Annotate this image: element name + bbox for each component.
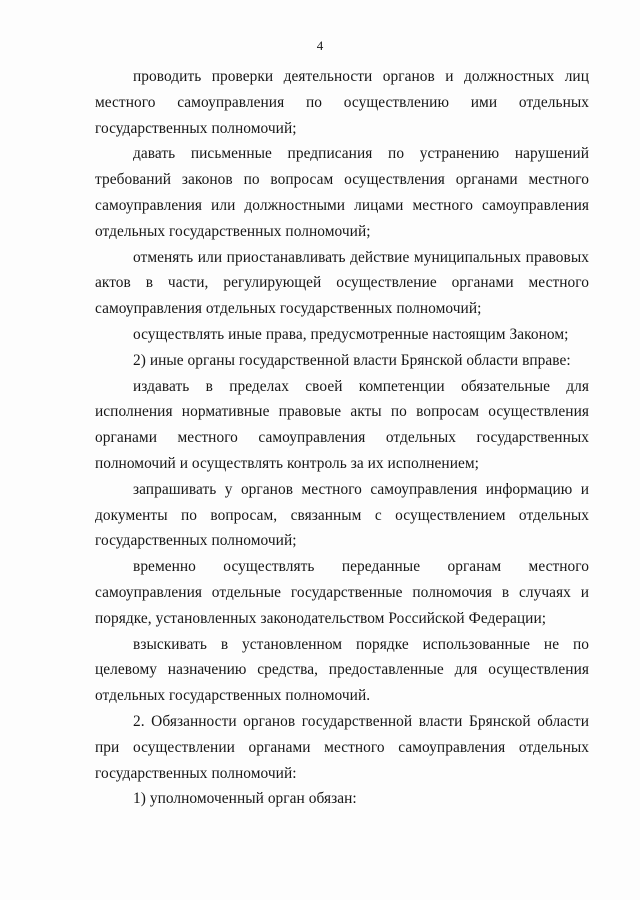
paragraph-conduct-inspections: проводить проверки деятельности органов и должностных лиц местного самоуправления по осуществлению ими отдельных государственных полномочий; [95,68,589,137]
paragraph-request-information: запрашивать у органов местного самоуправления информацию и документы по вопросам, связанным с осуществлением отдельных государственных полномочий; [95,480,589,550]
paragraph-cancel-acts: отменять или приостанавливать действие муниципальных правовых актов в части, регулирующей осуществление органами местного самоуправления отдельных государственных полномочий; [95,248,589,318]
page-number: 4 [316,38,324,53]
paragraph-other-rights: осуществлять иные права, предусмотренные настоящим Законом; [133,325,569,343]
paragraph-issue-regulations: издавать в пределах своей компетенции обязательные для исполнения нормативные правовые акты по вопросам осуществления органами местного самоуправления отдельных государственных полномочий и осуществлять контроль за их исполнением; [95,377,589,472]
paragraph-recover-funds: взыскивать в установленном порядке использованные не по целевому назначению средства, предоставленные для осуществления отдельных государственных полномочий. [95,635,589,705]
paragraph-duties-heading: 2. Обязанности органов государственной власти Брянской области при осуществлении органами местного самоуправления отдельных государственных полномочий: [95,712,589,782]
paragraph-other-bodies-entitled: 2) иные органы государственной власти Брянской области вправе: [133,351,571,369]
paragraph-authorized-body-obliged: 1) уполномоченный орган обязан: [133,790,357,808]
paragraph-temporarily-exercise: временно осуществлять переданные органам местного самоуправления отдельные государственные полномочия в случаях и порядке, установленных законодательством Российской Федерации; [95,558,589,627]
paragraph-issue-orders: давать письменные предписания по устранению нарушений требований законов по вопросам осуществления органами местного самоуправления или должностными лицами местного самоуправления отдельных государственных полномочий; [95,145,589,240]
body-text [95,64,589,812]
